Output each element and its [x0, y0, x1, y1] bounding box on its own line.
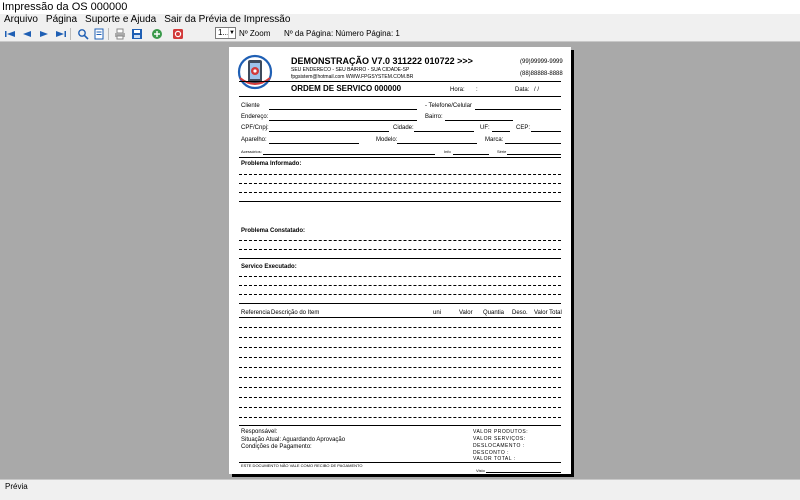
condicoes-label: Condições de Pagamento:: [241, 444, 312, 450]
uf-label: UF:: [480, 125, 490, 131]
data-value: / /: [534, 87, 540, 93]
company-logo: [237, 54, 273, 90]
write-line: [239, 192, 561, 193]
signature-line: [486, 472, 561, 473]
zoom-icon[interactable]: [77, 28, 89, 40]
col-descricao: Descrição do Item: [271, 310, 320, 316]
data-label: Data:: [515, 87, 530, 93]
cep-label: CEP:: [516, 125, 531, 131]
visto-label: Visto: [476, 468, 485, 473]
info-label: Info: [444, 149, 451, 154]
modelo-label: Modelo:: [376, 137, 398, 143]
window-title: Impressão da OS 000000: [0, 0, 800, 14]
page-select[interactable]: [215, 27, 236, 39]
header-divider: [239, 96, 561, 97]
problema-constatado-title: Problema Constatado:: [241, 228, 306, 234]
document-page: [229, 47, 571, 474]
field-line: [475, 109, 561, 110]
total-desconto: DESCONTO :: [473, 450, 510, 456]
write-line: [239, 285, 561, 286]
table-row: [239, 397, 561, 398]
menu-suporte[interactable]: Suporte e Ajuda: [85, 14, 157, 25]
status-bar: [0, 479, 800, 500]
header-divider: [239, 81, 561, 82]
total-servicos: VALOR SERVIÇOS:: [473, 436, 526, 442]
toolbar-separator: [108, 28, 109, 40]
bairro-label: Bairro:: [425, 114, 443, 120]
write-line: [239, 240, 561, 241]
next-page-icon[interactable]: [38, 28, 50, 40]
field-line: [531, 131, 561, 132]
servico-executado-title: Servico Executado:: [241, 264, 297, 270]
total-deslocamento: DESLOCAMENTO :: [473, 443, 525, 449]
menu-bar: [0, 14, 800, 26]
field-line: [269, 120, 417, 121]
field-line: [269, 143, 359, 144]
field-line: [269, 109, 417, 110]
table-bottom-line: [239, 425, 561, 426]
write-line: [239, 249, 561, 250]
table-row: [239, 337, 561, 338]
company-contact: fpgsistem@hotmail.com WWW.FPGSYSTEM.COM.BR: [291, 74, 414, 80]
marca-label: Marca:: [485, 137, 504, 143]
write-line: [239, 183, 561, 184]
last-page-icon[interactable]: [55, 28, 67, 40]
aparelho-label: Aparelho:: [241, 137, 267, 143]
section-divider: [239, 201, 561, 202]
endereco-label: Endereço:: [241, 114, 269, 120]
disclaimer: ESTE DOCUMENTO NÃO VALE COMO RECIBO DE PAGAMENTO: [241, 463, 363, 468]
company-address: SEU ENDERECO - SEU BAIRRO - SUA CIDADE-SP: [291, 67, 410, 73]
col-quantia: Quantia: [483, 310, 505, 316]
telefone-label: - Telefone/Celular: [425, 103, 472, 109]
total-produtos: VALOR PRODUTOS:: [473, 429, 529, 435]
order-title: ORDEM DE SERVICO 000000: [291, 84, 402, 93]
col-desconto: Deso.: [512, 310, 528, 316]
print-icon[interactable]: [114, 28, 126, 40]
field-line: [453, 154, 489, 155]
toolbar-separator: [70, 28, 71, 40]
table-row: [239, 347, 561, 348]
table-row: [239, 417, 561, 418]
cidade-label: Cidade:: [393, 125, 414, 131]
phone-1: (99)99999-9999: [520, 59, 563, 65]
cpf-label: CPF/Cnpj:: [241, 125, 269, 131]
section-divider: [239, 157, 561, 158]
menu-sair[interactable]: Sair da Prévia de Impressão: [164, 14, 291, 25]
acessorios-label: Acessórios:: [241, 149, 262, 154]
cliente-label: Cliente: [241, 103, 260, 109]
export-icon[interactable]: [151, 28, 163, 40]
field-line: [492, 131, 510, 132]
col-uni: uni: [433, 310, 442, 316]
field-line: [505, 143, 561, 144]
first-page-icon[interactable]: [4, 28, 16, 40]
write-line: [239, 294, 561, 295]
chevron-down-icon: ▼: [229, 30, 235, 36]
table-row: [239, 377, 561, 378]
situacao-text: Situação Atual: Aguardando Aprovação: [241, 437, 346, 443]
field-line: [397, 143, 477, 144]
table-header-line: [239, 317, 561, 318]
hora-value: :: [476, 87, 478, 93]
zoom-label: Nº Zoom: [239, 29, 271, 38]
fit-page-icon[interactable]: [93, 28, 105, 40]
table-row: [239, 407, 561, 408]
table-row: [239, 327, 561, 328]
field-line: [263, 154, 435, 155]
status-text: Prévia: [5, 482, 28, 491]
write-line: [239, 174, 561, 175]
phone-2: (88)88888-8888: [520, 71, 563, 77]
page-info: Nº da Página: Número Página: 1: [284, 29, 400, 38]
col-valor: Valor: [459, 310, 473, 316]
preview-area[interactable]: [0, 42, 800, 479]
write-line: [239, 276, 561, 277]
field-line: [507, 154, 561, 155]
previous-page-icon[interactable]: [21, 28, 33, 40]
serie-label: Série: [497, 149, 507, 154]
table-row: [239, 367, 561, 368]
hora-label: Hora:: [450, 87, 465, 93]
page-select-value: 1...: [218, 28, 230, 37]
menu-pagina[interactable]: Página: [45, 14, 78, 25]
menu-arquivo[interactable]: Arquivo: [4, 14, 38, 25]
responsavel-label: Responsável:: [241, 429, 278, 435]
company-name: DEMONSTRAÇÃO V7.0 311222 010722 >>>: [291, 56, 473, 66]
col-valor-total: Valor Total: [534, 310, 562, 316]
table-row: [239, 387, 561, 388]
problema-informado-title: Problema Informado:: [241, 161, 302, 167]
close-icon[interactable]: [172, 28, 184, 40]
save-icon[interactable]: [131, 28, 143, 40]
section-divider: [239, 303, 561, 304]
field-line: [445, 120, 513, 121]
field-line: [269, 131, 389, 132]
total-geral: VALOR TOTAL :: [473, 456, 516, 462]
section-divider: [239, 258, 561, 259]
table-row: [239, 357, 561, 358]
field-line: [414, 131, 474, 132]
col-referencia: Referencia: [241, 310, 271, 316]
